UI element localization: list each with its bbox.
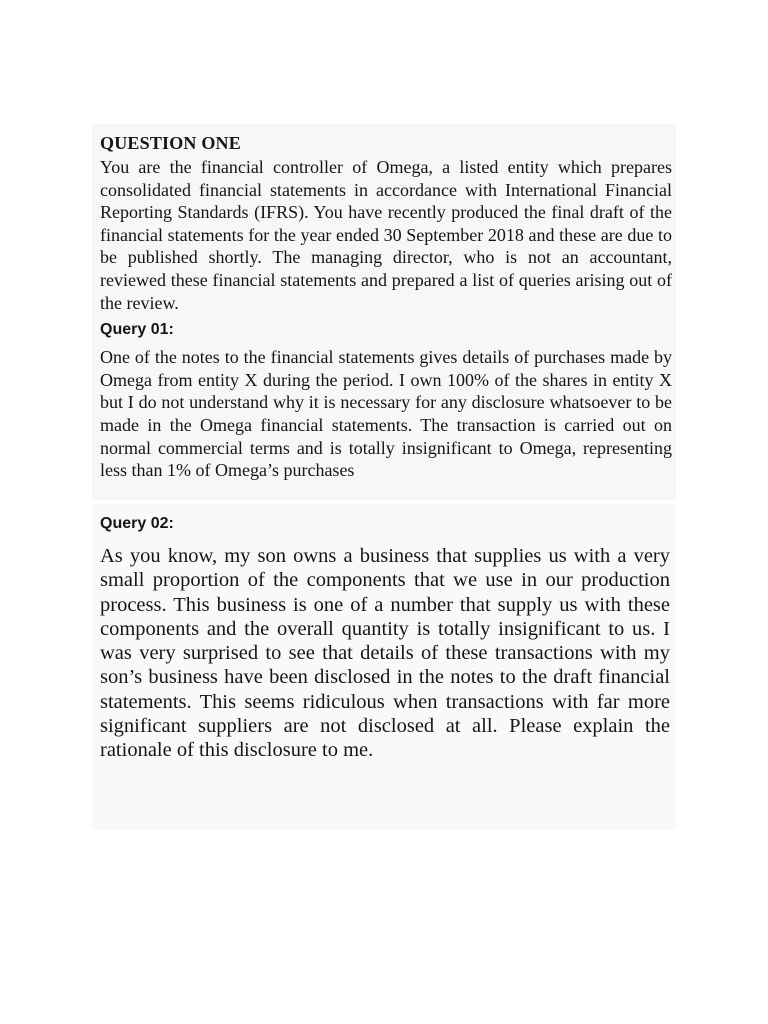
query-01-text: One of the notes to the financial statements gives details of purchases made by Omega from entity X during the period. I own 100% of the shares in entity X but I do not understand why it is necessary for any disclosure whatsoever to be made in the Omega financial statements. The transaction is carried out on normal commercial terms and is totally insignificant to Omega, representing less than 1% of Omega’s purchases	[100, 347, 672, 481]
question-one-heading: QUESTION ONE	[100, 133, 241, 153]
question-one-content	[100, 133, 672, 482]
query-02-content	[100, 514, 670, 763]
query-01-heading: Query 01:	[100, 321, 174, 339]
question-one-scan	[92, 124, 676, 500]
query-02-scan	[92, 504, 676, 830]
query-02-heading: Query 02:	[100, 515, 174, 532]
question-one-intro: You are the financial controller of Omega, a listed entity which prepares consolidated financial statements in accordance with International Financial Reporting Standards (IFRS). You have recently produced the final draft of the financial statements for the year ended 30 September 2018 and these are due to be published shortly. The managing director, who is not an accountant, reviewed these financial statements and prepared a list of queries arising out of the review.	[100, 157, 672, 313]
query-02-text: As you know, my son owns a business that supplies us with a very small proportion of the components that we use in our production process. This business is one of a number that supply us with these components and the overall quantity is totally insignificant to us. I was very surprised to see that details of these transactions with my son’s business have been disclosed in the notes to the draft financial statements. This seems ridiculous when transactions with far more significant suppliers are not disclosed at all. Please explain the rationale of this disclosure to me.	[100, 545, 670, 762]
